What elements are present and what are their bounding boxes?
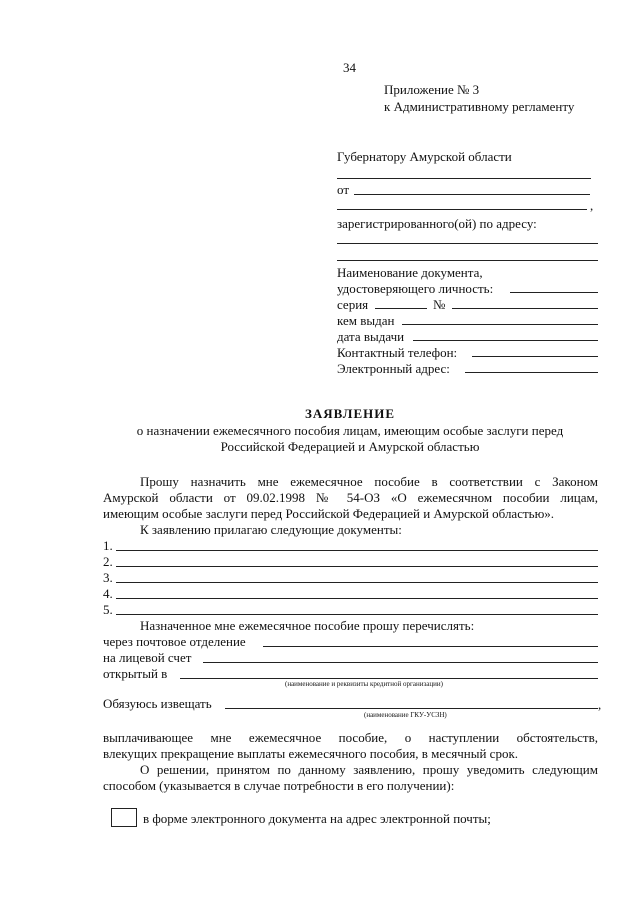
issue-date-label: дата выдачи: [337, 329, 405, 344]
email-field[interactable]: [465, 372, 598, 373]
address-field-1[interactable]: [337, 243, 598, 244]
email-option-label: в форме электронного документа на адрес электронной почты;: [143, 811, 491, 826]
statement-subject-1: о назначении ежемесячного пособия лицам, имеющим особые заслуги перед: [136, 423, 564, 438]
doc-item-field-5[interactable]: [116, 614, 598, 615]
series-field[interactable]: [375, 308, 427, 309]
addressee-line[interactable]: [337, 178, 591, 179]
doc-item-field-4[interactable]: [116, 598, 598, 599]
number-label: №: [433, 297, 446, 312]
request-line-1: Прошу назначить мне ежемесячное пособие в соответствии с Законом: [140, 474, 598, 489]
doc-item-field-2[interactable]: [116, 566, 598, 567]
from-label: от: [337, 182, 350, 197]
post-office-field[interactable]: [263, 646, 598, 647]
statement-heading: ЗАЯВЛЕНИЕ: [304, 406, 396, 421]
request-line-3: имеющим особые заслуги перед Российской Федерацией и Амурской областью».: [103, 506, 555, 521]
issued-by-field[interactable]: [402, 324, 598, 325]
account-field[interactable]: [203, 662, 598, 663]
from-comma: ,: [590, 198, 594, 213]
doc-item-field-1[interactable]: [116, 550, 598, 551]
account-label: на лицевой счет: [103, 650, 192, 665]
registered-label: зарегистрированного(ой) по адресу:: [337, 216, 537, 231]
post-office-label: через почтовое отделение: [103, 634, 246, 649]
email-option-checkbox[interactable]: [111, 808, 137, 827]
phone-label: Контактный телефон:: [337, 345, 458, 360]
phone-field[interactable]: [472, 356, 598, 357]
from-field-2[interactable]: [337, 209, 587, 210]
series-label: серия: [337, 297, 369, 312]
doc-identity-label: удостоверяющего личность:: [337, 281, 494, 296]
appendix-regulation: к Административному регламенту: [384, 99, 575, 114]
transfer-intro: Назначенное мне ежемесячное пособие прошу перечислять:: [140, 618, 475, 633]
email-label: Электронный адрес:: [337, 361, 450, 376]
oblige-label: Обязуюсь извещать: [103, 696, 212, 711]
request-line-2: Амурской области от 09.02.1998 № 54-ОЗ «О ежемесячном пособии лицам,: [103, 490, 598, 505]
oblige-comma: ,: [598, 697, 602, 712]
bank-hint: (наименование и реквизиты кредитной организации): [285, 680, 443, 688]
doc-item-number: 2.: [103, 554, 113, 569]
number-field[interactable]: [452, 308, 598, 309]
oblige-line-3: влекущих прекращение выплаты ежемесячного пособия, в месячный срок.: [103, 746, 519, 761]
page-number: 34: [343, 60, 356, 75]
doc-item-number: 5.: [103, 602, 113, 617]
doc-item-number: 3.: [103, 570, 113, 585]
appendix-number: Приложение № 3: [384, 82, 480, 97]
statement-subject-2: Российской Федерацией и Амурской областью: [220, 439, 480, 454]
address-field-2[interactable]: [337, 260, 598, 261]
notify-line-1: О решении, принятом по данному заявлению, прошу уведомить следующим: [140, 762, 598, 777]
oblige-line-2: выплачивающее мне ежемесячное пособие, о наступлении обстоятельств,: [103, 730, 598, 745]
doc-name-label: Наименование документа,: [337, 265, 483, 280]
attach-label: К заявлению прилагаю следующие документы:: [140, 522, 402, 537]
doc-item-field-3[interactable]: [116, 582, 598, 583]
bank-field[interactable]: [180, 678, 598, 679]
issued-by-label: кем выдан: [337, 313, 395, 328]
notify-line-2: способом (указывается в случае потребности в его получении):: [103, 778, 455, 793]
doc-item-number: 1.: [103, 538, 113, 553]
gku-hint: (наименование ГКУ-УСЗН): [364, 711, 447, 719]
doc-item-number: 4.: [103, 586, 113, 601]
issue-date-field[interactable]: [413, 340, 598, 341]
gku-field[interactable]: [225, 708, 598, 709]
from-field[interactable]: [354, 194, 590, 195]
doc-identity-field[interactable]: [510, 292, 598, 293]
opened-in-label: открытый в: [103, 666, 168, 681]
addressee-governor: Губернатору Амурской области: [337, 149, 512, 164]
